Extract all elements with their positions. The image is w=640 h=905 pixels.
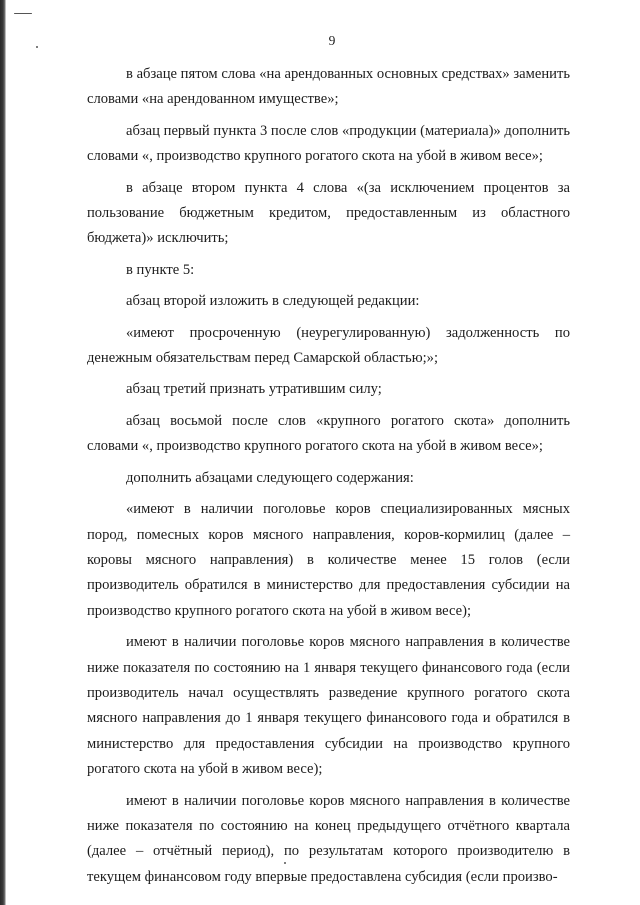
paragraph: абзац третий признать утратившим силу; [126, 381, 382, 398]
paragraph: дополнить абзацами следующего содержания: [126, 469, 414, 486]
paragraph: имеют в наличии поголовье коров мясного направления в количестве ниже показателя по состоянию на 1 января текущего финансового года (если производитель начал осуществлять разведение крупного рогатого скота мясного направления до 1 января текущего финансового года и обратился в министерство для предоставления субсидии на производство крупного рогатого скота на убой в живом весе); [87, 634, 570, 778]
paragraph: в абзаце пятом слова «на арендованных основных средствах» заменить словами «на арендованном имуществе»; [87, 66, 570, 108]
scan-speck [14, 13, 32, 14]
paragraph: в абзаце втором пункта 4 слова «(за исключением процентов за пользование бюджетным кредитом, предоставленным из областного бюджета)» исключить; [87, 179, 570, 247]
page-number: 9 [328, 33, 336, 48]
document-body [87, 62, 570, 896]
paragraph: абзац восьмой после слов «крупного рогатого скота» дополнить словами «, производство крупного рогатого скота на убой в живом весе»; [87, 412, 570, 455]
paragraph: абзац второй изложить в следующей редакции: [126, 293, 420, 310]
paragraph: «имеют в наличии поголовье коров специализированных мясных пород, помесных коров мясного направления, коров-кормилиц (далее – коровы мясного направления) в количестве менее 15 голов (если производитель обратился в министерство для предоставления субсидии на производство крупного рогатого скота на убой в живом весе); [87, 501, 570, 619]
scan-edge [0, 0, 6, 905]
paragraph: имеют в наличии поголовье коров мясного направления в количестве ниже показателя по состоянию на конец предыдущего отчётного квартала (далее – отчётный период), по результатам которого производителю в текущем финансовом году впервые предоставлена субсидия (если произво- [87, 792, 570, 885]
paragraph: в пункте 5: [126, 261, 195, 278]
paragraph: абзац первый пункта 3 после слов «продукции (материала)» дополнить словами «, производство крупного рогатого скота на убой в живом весе»; [87, 122, 570, 165]
paragraph: «имеют просроченную (неурегулированную) задолженность по денежным обязательствам перед Самарской областью;»; [87, 324, 570, 367]
